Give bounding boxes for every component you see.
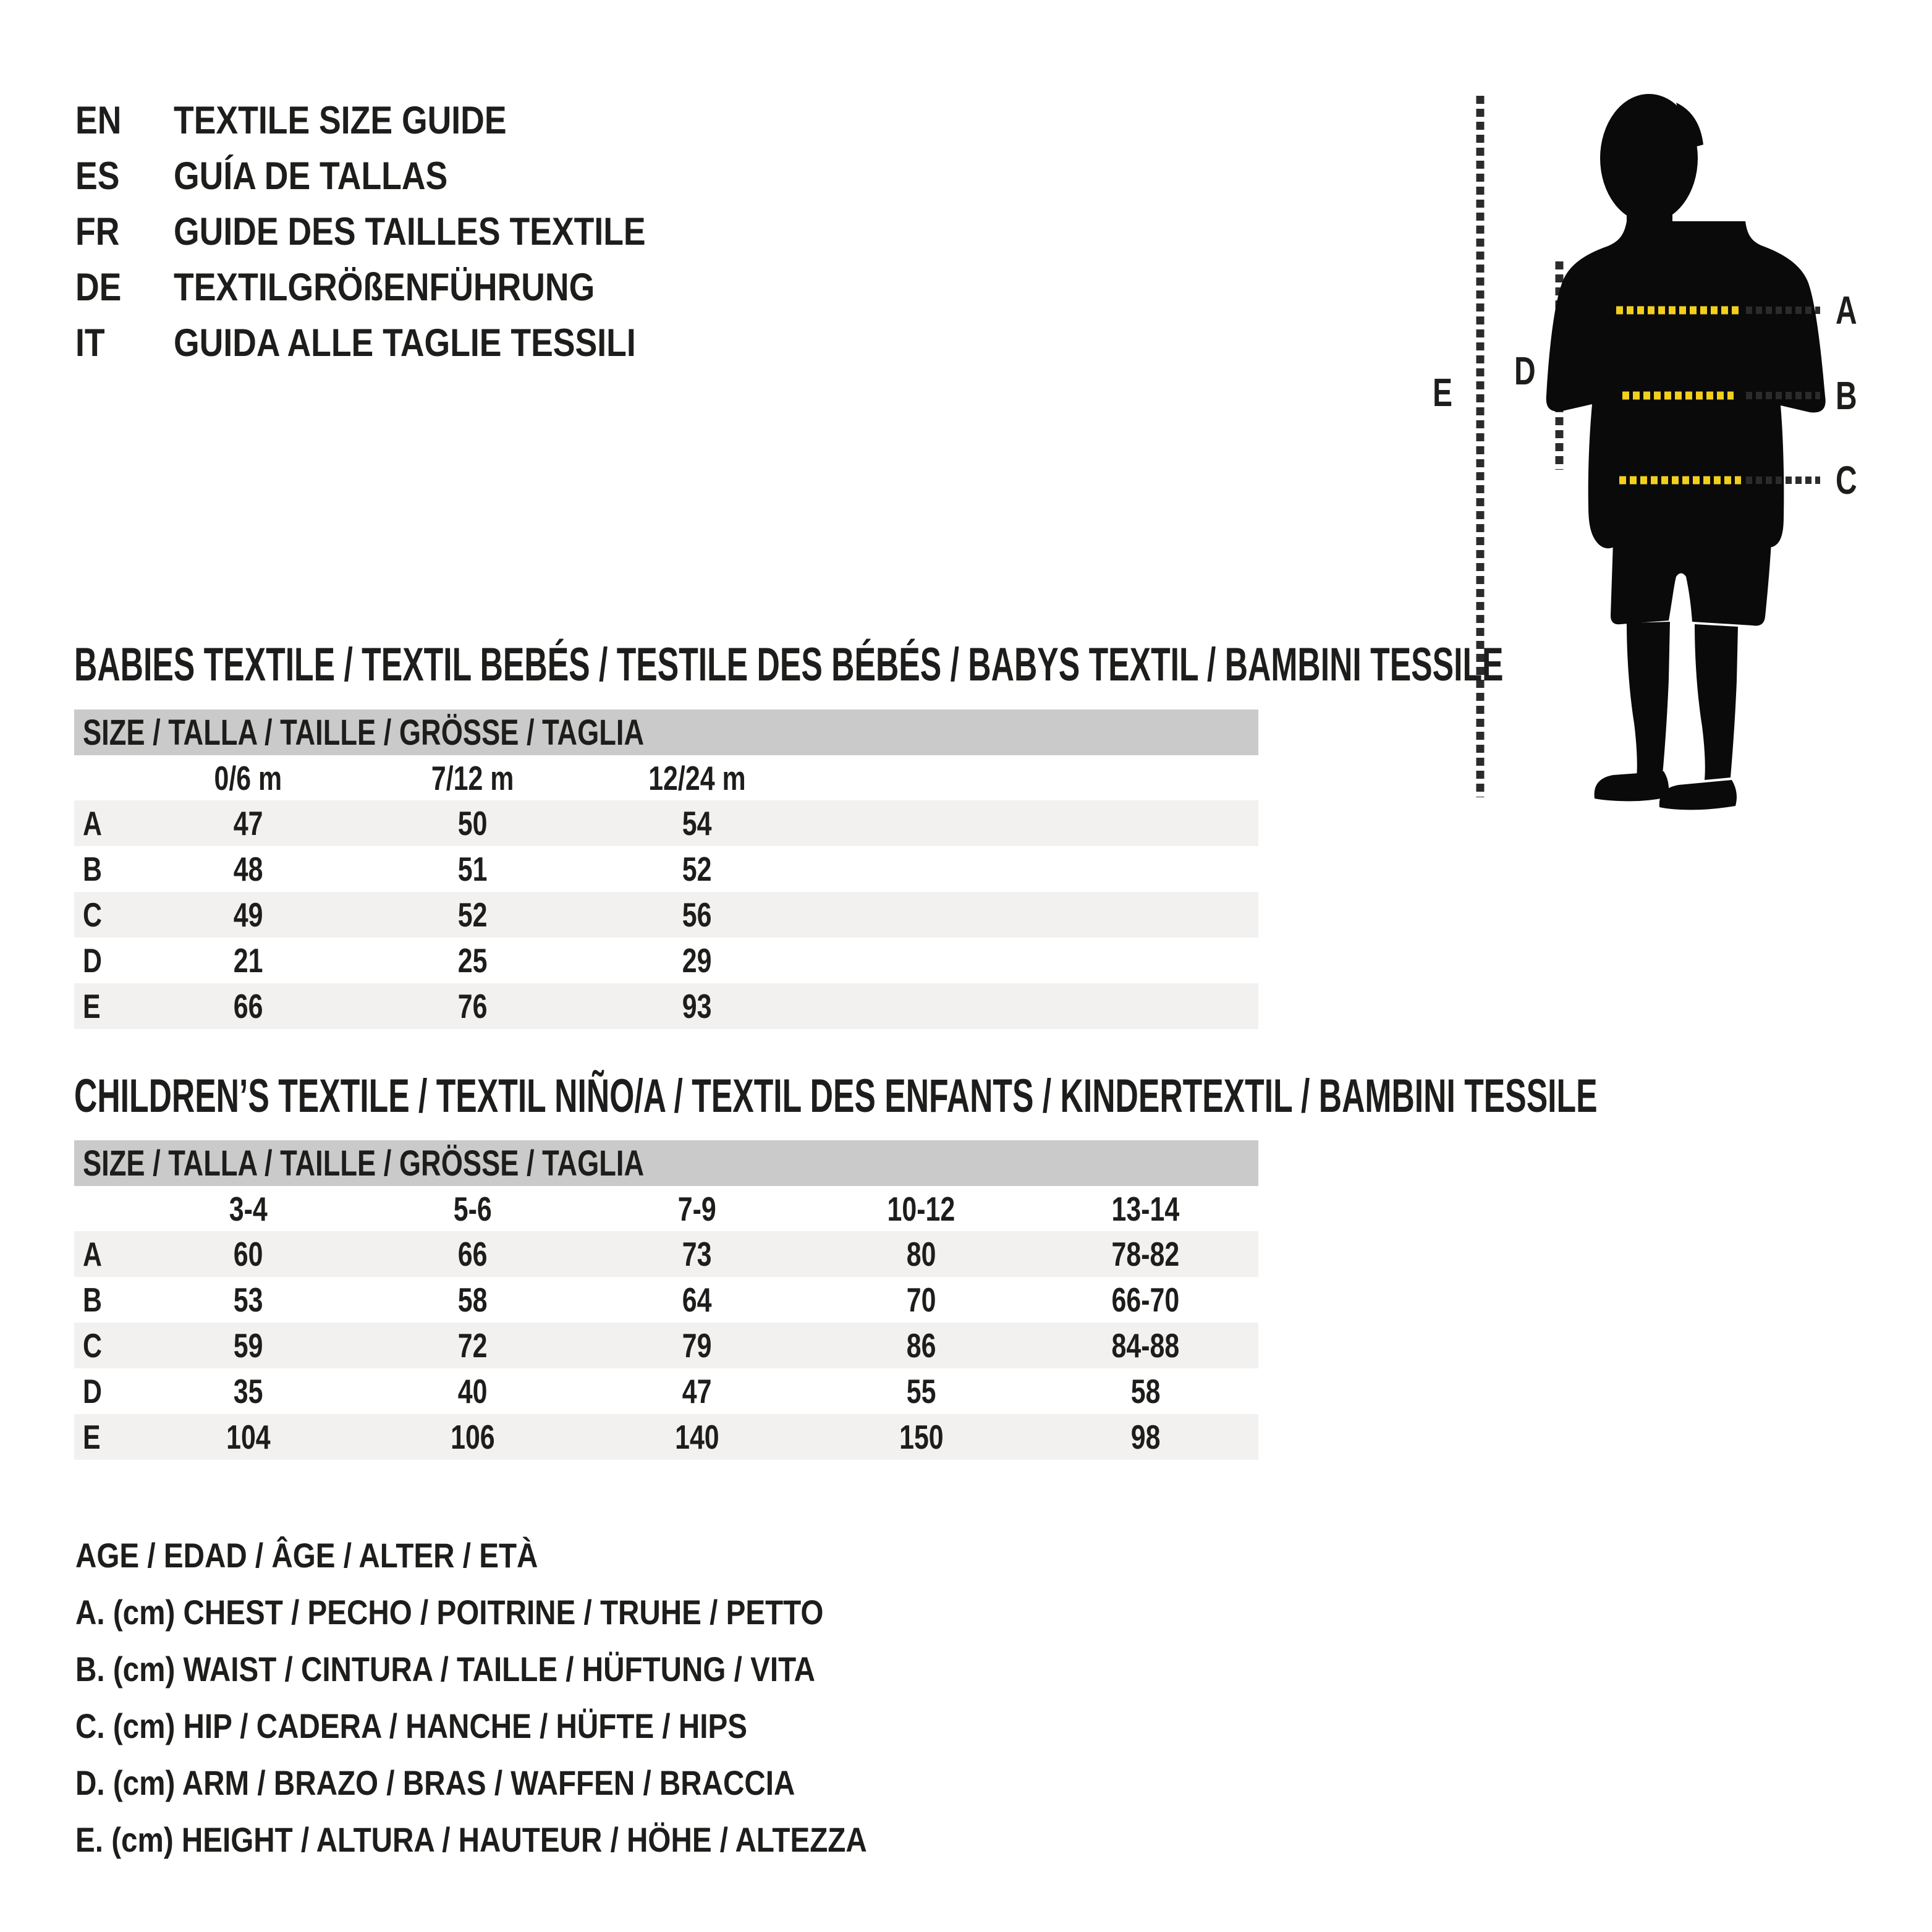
lang-row-de (75, 260, 729, 315)
table-cell: 58 (1130, 1372, 1161, 1410)
figure-label-c: C (1836, 458, 1857, 502)
row-label: B (83, 850, 102, 888)
table-cell: 49 (233, 896, 263, 934)
table-cell: 58 (457, 1281, 488, 1319)
children-col-7-9: 7-9 (677, 1189, 716, 1228)
row-label: C (83, 896, 102, 934)
children-column-header-row (74, 1186, 1258, 1231)
table-cell: 51 (457, 850, 488, 888)
table-cell: 86 (906, 1326, 936, 1365)
babies-row-b (74, 846, 1258, 892)
lang-code-it: IT (75, 321, 105, 365)
table-cell: 35 (233, 1372, 263, 1410)
measurement-figure (1409, 87, 1866, 828)
lang-title-fr: GUIDE DES TAILLES TEXTILE (174, 210, 646, 253)
table-cell: 80 (906, 1235, 936, 1273)
children-size-header-bar: SIZE / TALLA / TAILLE / GRÖSSE / TAGLIA (74, 1140, 1258, 1186)
table-cell: 140 (674, 1418, 719, 1456)
lang-title-de: TEXTILGRÖßENFÜHRUNG (174, 266, 595, 309)
table-cell: 40 (457, 1372, 488, 1410)
babies-size-header-bar: SIZE / TALLA / TAILLE / GRÖSSE / TAGLIA (74, 710, 1258, 755)
table-cell: 52 (682, 850, 712, 888)
lang-row-it (75, 315, 729, 371)
lang-title-es: GUÍA DE TALLAS (174, 155, 448, 198)
lang-title-en: TEXTILE SIZE GUIDE (174, 99, 507, 142)
table-cell: 47 (682, 1372, 712, 1410)
row-label: E (83, 1418, 101, 1456)
row-label: A (83, 1235, 102, 1273)
table-cell: 79 (682, 1326, 712, 1365)
table-cell: 29 (682, 941, 712, 980)
legend-age: AGE / EDAD / ÂGE / ALTER / ETÀ (75, 1535, 538, 1575)
children-row-b (74, 1277, 1258, 1323)
children-col-3-4: 3-4 (229, 1189, 268, 1228)
silhouette-left-shoe (1595, 771, 1669, 801)
table-cell: 66 (457, 1235, 488, 1273)
table-cell: 64 (682, 1281, 712, 1319)
table-cell: 78-82 (1111, 1235, 1180, 1273)
table-cell: 72 (457, 1326, 488, 1365)
table-cell: 53 (233, 1281, 263, 1319)
table-cell: 25 (457, 941, 488, 980)
row-label: D (83, 1372, 102, 1410)
children-row-a (74, 1231, 1258, 1277)
lang-title-it: GUIDA ALLE TAGLIE TESSILI (174, 321, 636, 365)
table-cell: 60 (233, 1235, 263, 1273)
children-row-c (74, 1323, 1258, 1368)
children-row-e (74, 1414, 1258, 1460)
table-cell: 66 (233, 987, 263, 1025)
children-section-heading: CHILDREN’S TEXTILE / TEXTIL NIÑO/A / TEXTIL DES ENFANTS / KINDERTEXTIL / BAMBINI TESSILE (74, 1070, 1598, 1122)
table-cell: 54 (682, 804, 712, 842)
babies-row-e (74, 983, 1258, 1029)
babies-col-12-24m: 12/24 m (648, 758, 746, 797)
measurement-legend (75, 1527, 1007, 1868)
figure-label-d: D (1514, 349, 1536, 393)
legend-chest: A. (cm) CHEST / PECHO / POITRINE / TRUHE / PETTO (75, 1592, 824, 1632)
table-cell: 56 (682, 896, 712, 934)
legend-hip: C. (cm) HIP / CADERA / HANCHE / HÜFTE / HIPS (75, 1706, 747, 1745)
babies-size-table (74, 710, 1258, 1029)
table-cell: 93 (682, 987, 712, 1025)
legend-height: E. (cm) HEIGHT / ALTURA / HAUTEUR / HÖHE / ALTEZZA (75, 1820, 867, 1859)
table-cell: 76 (457, 987, 488, 1025)
table-cell: 150 (899, 1418, 944, 1456)
table-cell: 66-70 (1111, 1281, 1180, 1319)
babies-row-c (74, 892, 1258, 938)
table-cell: 98 (1130, 1418, 1161, 1456)
legend-waist: B. (cm) WAIST / CINTURA / TAILLE / HÜFTUNG / VITA (75, 1649, 815, 1688)
lang-row-fr (75, 204, 729, 260)
lang-code-de: DE (75, 266, 122, 309)
children-row-d (74, 1368, 1258, 1414)
figure-label-e: E (1433, 370, 1453, 415)
lang-code-es: ES (75, 155, 120, 198)
lang-code-fr: FR (75, 210, 120, 253)
children-col-13-14: 13-14 (1111, 1189, 1180, 1228)
row-label: B (83, 1281, 102, 1319)
babies-section-heading: BABIES TEXTILE / TEXTIL BEBÉS / TESTILE DES BÉBÉS / BABYS TEXTIL / BAMBINI TESSILE (74, 638, 1504, 691)
silhouette-torso (1546, 221, 1826, 548)
children-size-table (74, 1140, 1258, 1460)
table-cell: 70 (906, 1281, 936, 1319)
silhouette-shorts (1611, 542, 1771, 625)
table-cell: 48 (233, 850, 263, 888)
silhouette-right-shoe (1659, 780, 1737, 810)
table-cell: 47 (233, 804, 263, 842)
table-cell: 50 (457, 804, 488, 842)
table-cell: 73 (682, 1235, 712, 1273)
lang-row-en (75, 93, 729, 148)
table-cell: 104 (226, 1418, 271, 1456)
figure-label-b: B (1836, 373, 1857, 418)
row-label: C (83, 1326, 102, 1365)
child-silhouette (1546, 94, 1826, 810)
table-cell: 52 (457, 896, 488, 934)
row-label: D (83, 941, 102, 980)
babies-column-header-row (74, 755, 1258, 800)
row-label: E (83, 987, 101, 1025)
table-cell: 59 (233, 1326, 263, 1365)
table-cell: 55 (906, 1372, 936, 1410)
babies-col-7-12m: 7/12 m (431, 758, 514, 797)
figure-label-a: A (1836, 288, 1857, 333)
legend-arm: D. (cm) ARM / BRAZO / BRAS / WAFFEN / BRACCIA (75, 1763, 795, 1802)
language-title-block (75, 93, 729, 371)
lang-row-es (75, 148, 729, 204)
children-col-10-12: 10-12 (887, 1189, 955, 1228)
lang-code-en: EN (75, 99, 122, 142)
table-cell: 84-88 (1111, 1326, 1180, 1365)
child-silhouette-diagram (1409, 87, 1866, 828)
row-label: A (83, 804, 102, 842)
children-col-5-6: 5-6 (453, 1189, 492, 1228)
table-cell: 106 (450, 1418, 495, 1456)
babies-col-0-6m: 0/6 m (214, 758, 282, 797)
babies-row-a (74, 800, 1258, 846)
table-cell: 21 (233, 941, 263, 980)
babies-row-d (74, 938, 1258, 983)
